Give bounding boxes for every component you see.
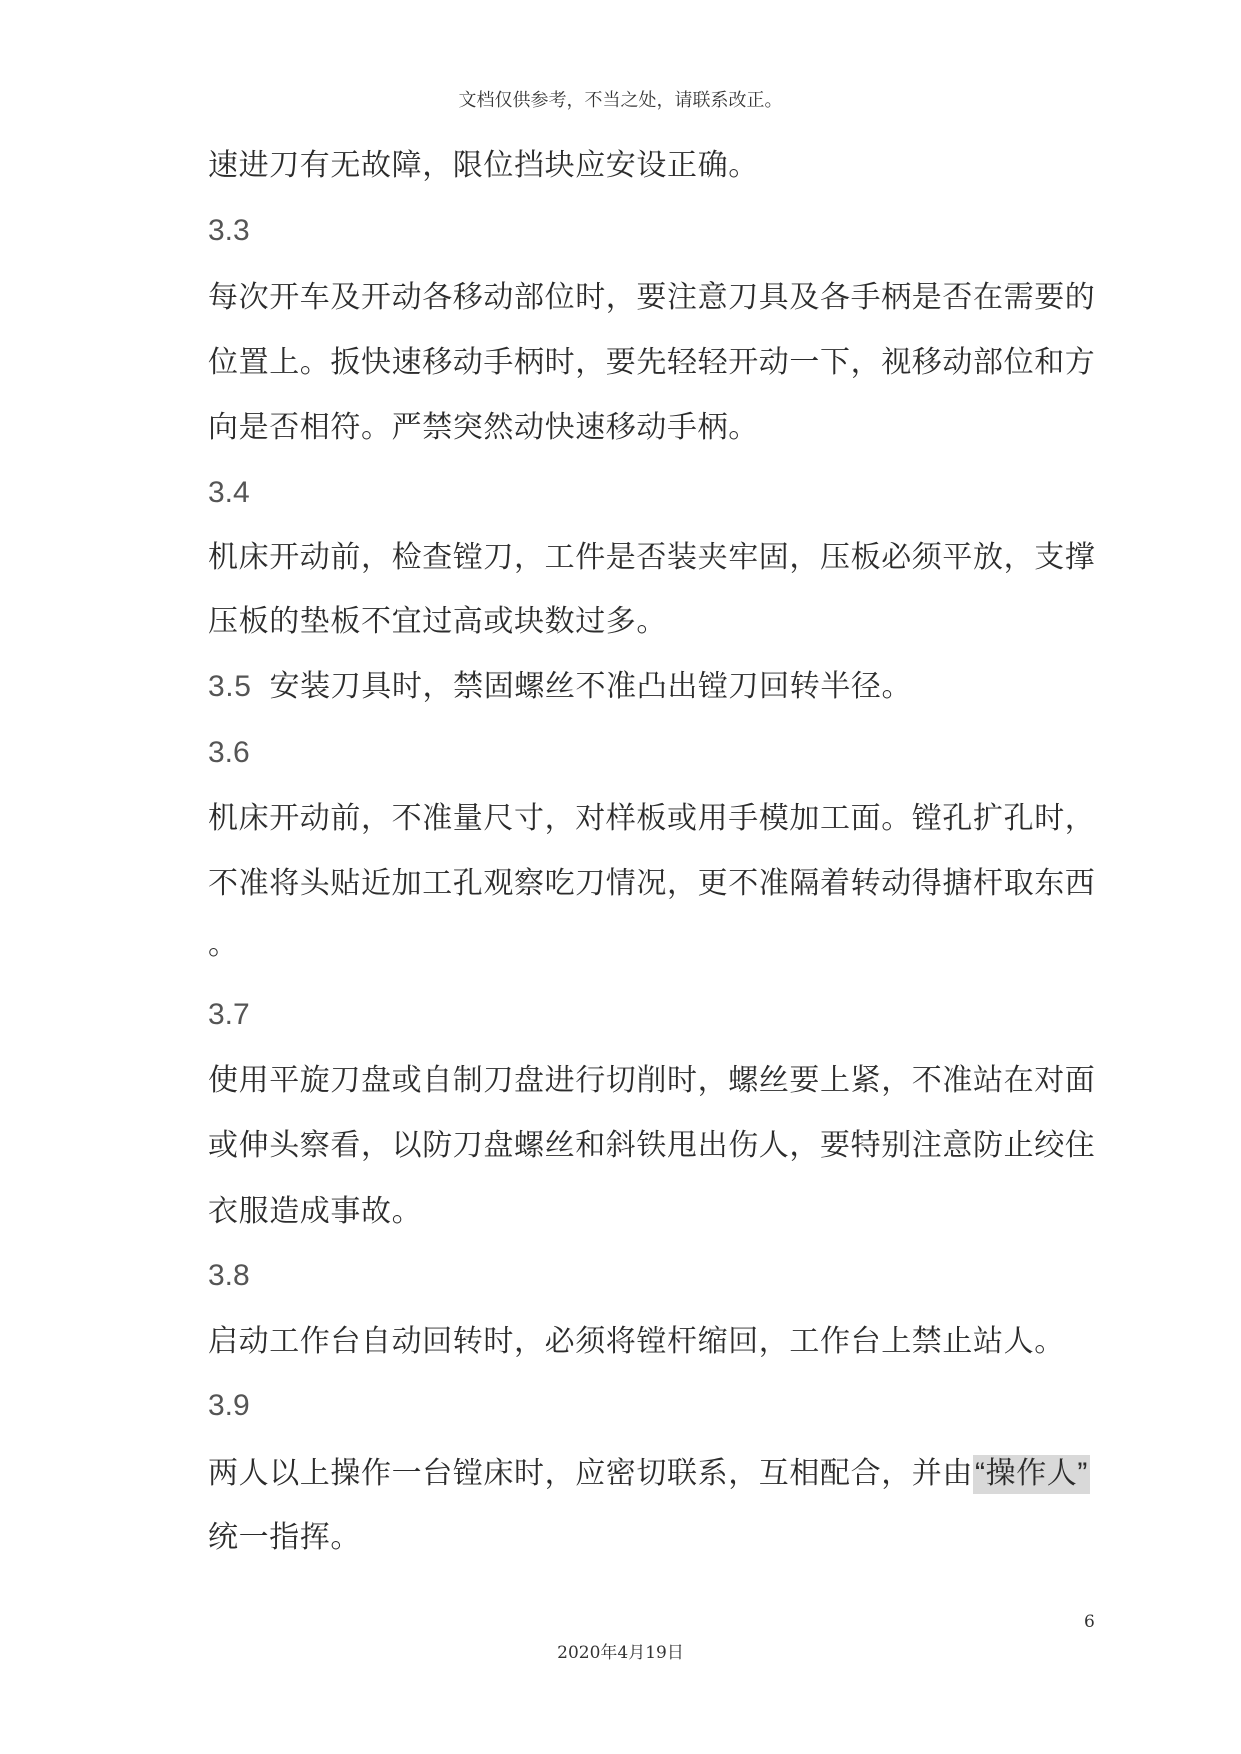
body-line: 。 bbox=[208, 928, 239, 961]
highlighted-term: “操作人” bbox=[973, 1455, 1090, 1494]
body-line: 每次开车及开动各移动部位时，要注意刀具及各手柄是否在需要的 bbox=[208, 281, 1096, 314]
body-line: 统一指挥。 bbox=[208, 1521, 361, 1554]
page-number: 6 bbox=[1084, 1612, 1095, 1632]
body-line: 机床开动前，检查镗刀，工件是否装夹牢固，压板必须平放，支撑 bbox=[208, 541, 1096, 574]
section-number: 3.5 bbox=[208, 670, 252, 703]
section-number: 3.7 bbox=[208, 998, 250, 1031]
section-3-9-line bbox=[208, 1457, 1090, 1491]
body-line: 或伸头察看，以防刀盘螺丝和斜铁甩出伤人，要特别注意防止绞住 bbox=[208, 1129, 1096, 1162]
body-line: 位置上。扳快速移动手柄时，要先轻轻开动一下，视移动部位和方 bbox=[208, 346, 1096, 379]
body-line: 不准将头贴近加工孔观察吃刀情况，更不准隔着转动得搪杆取东西 bbox=[208, 867, 1096, 900]
section-3-9-text: 两人以上操作一台镗床时，应密切联系，互相配合，并由 bbox=[208, 1457, 973, 1490]
section-number: 3.9 bbox=[208, 1389, 250, 1422]
body-line: 速进刀有无故障，限位挡块应安设正确。 bbox=[208, 149, 759, 182]
section-number: 3.4 bbox=[208, 476, 250, 509]
section-number: 3.6 bbox=[208, 736, 250, 769]
body-line: 向是否相符。严禁突然动快速移动手柄。 bbox=[208, 411, 759, 444]
section-3-5-line bbox=[208, 670, 912, 704]
body-line: 压板的垫板不宜过高或块数过多。 bbox=[208, 605, 667, 638]
section-3-5-text: 安装刀具时，禁固螺丝不准凸出镗刀回转半径。 bbox=[269, 670, 913, 703]
section-number: 3.8 bbox=[208, 1259, 250, 1292]
footer-date: 2020年4月19日 bbox=[557, 1643, 684, 1663]
body-line: 衣服造成事故。 bbox=[208, 1195, 423, 1228]
section-number: 3.3 bbox=[208, 214, 250, 247]
body-line: 使用平旋刀盘或自制刀盘进行切削时，螺丝要上紧，不准站在对面 bbox=[208, 1064, 1096, 1097]
body-line: 启动工作台自动回转时，必须将镗杆缩回，工作台上禁止站人。 bbox=[208, 1325, 1065, 1358]
page-header-note: 文档仅供参考，不当之处，请联系改正。 bbox=[458, 90, 783, 111]
body-line: 机床开动前，不准量尺寸，对样板或用手模加工面。镗孔扩孔时， bbox=[208, 802, 1096, 835]
